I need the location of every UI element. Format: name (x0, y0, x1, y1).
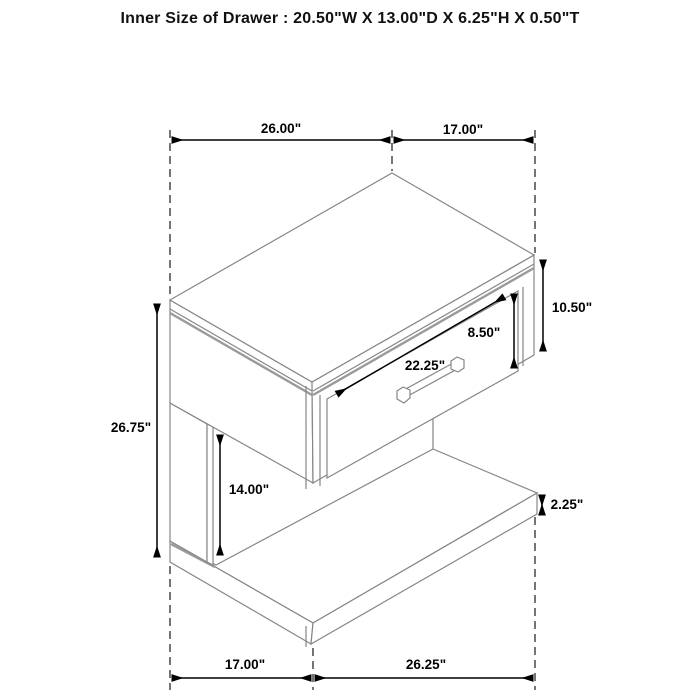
label-base-thickness: 2.25" (550, 497, 584, 512)
leg-front-strip (207, 424, 213, 565)
leg-side-face (170, 403, 207, 562)
label-base-depth: 17.00" (224, 657, 266, 672)
label-overall-height: 26.75" (110, 420, 152, 435)
leg-panel (170, 403, 213, 565)
page-title: Inner Size of Drawer : 20.50"W X 13.00"D X 6.25"H X 0.50"T (120, 10, 580, 27)
label-open-space: 14.00" (228, 482, 270, 497)
label-top-depth: 17.00" (442, 122, 484, 137)
label-top-width: 26.00" (260, 121, 302, 136)
label-drawer-height: 8.50" (467, 325, 501, 340)
handle-right-foot (451, 357, 464, 372)
label-base-width: 26.25" (405, 657, 447, 672)
label-cabinet-height: 10.50" (551, 300, 593, 315)
label-drawer-width: 22.25" (404, 358, 446, 373)
